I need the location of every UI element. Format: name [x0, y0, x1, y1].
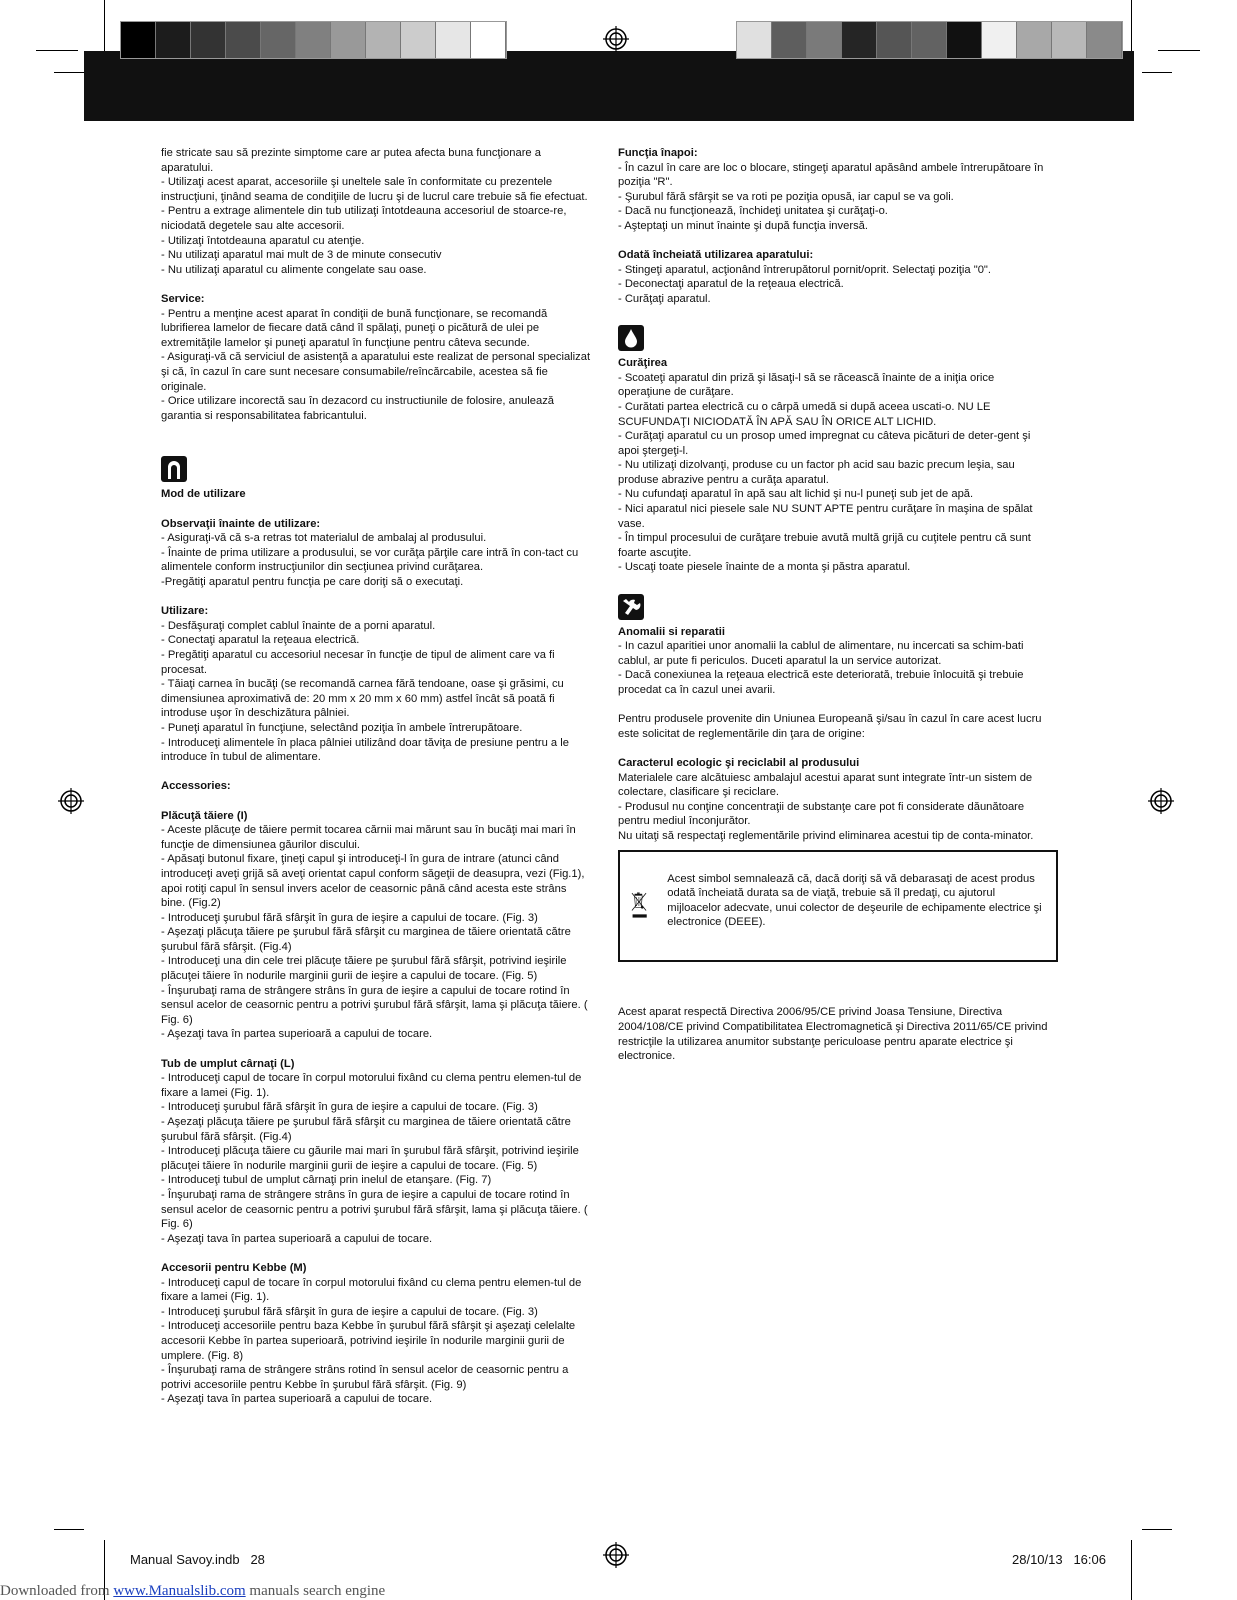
- download-suffix: manuals search engine: [245, 1583, 386, 1599]
- eu-text: Pentru produsele provenite din Uniunea Europeană şi/sau în cazul în care acest lucru este solicitat de reglementările din ţara de origine:: [618, 713, 1042, 740]
- download-banner: [0, 1583, 385, 1600]
- color-swatch: [737, 22, 772, 58]
- left-column: [161, 146, 593, 1407]
- registration-mark-icon: [58, 788, 84, 814]
- download-prefix: Downloaded from: [0, 1583, 114, 1599]
- weee-notice-box: [618, 850, 1058, 962]
- color-swatch: [807, 22, 842, 58]
- color-swatch: [772, 22, 807, 58]
- right-column: [618, 146, 1048, 1064]
- color-swatch: [1087, 22, 1122, 58]
- intro-text: fie stricate sau să prezinte simptome care ar putea afecta buna funcţionare a aparatului. - Utilizaţi acest aparat, accesoriile şi uneltele sale în conformitate cu prezentele instrucţiuni, ţinând seama de condiţiile de lucru şi de lucrul care trebuie să fie efectuat. - Pentru a extrage alimentele din tub utilizaţi întotdeauna accesoriul de stoarce-re, niciodată degetele sau alte accesorii. - Utilizaţi întotdeauna aparatul cu atenţie. - Nu utilizaţi aparatul mai mult de 3 de minute consecutiv - Nu utilizaţi aparatul cu alimente congelate sau oase.: [161, 147, 588, 276]
- color-swatch: [471, 22, 506, 58]
- footer-filename: Manual Savoy.indb 28: [130, 1552, 265, 1567]
- color-swatch: [877, 22, 912, 58]
- color-swatch: [947, 22, 982, 58]
- crop-mark: [1142, 72, 1172, 73]
- manualslib-link[interactable]: www.Manualslib.com: [113, 1583, 246, 1599]
- eco-text: Materialele care alcătuiesc ambalajul acestui aparat sunt integrate într-un sistem de colectare, clasificare şi reciclare. - Produsul nu conţine concentraţii de substanţe care pot fi considerate dăunătoare pentru mediul înconjurător. Nu uitaţi să respectaţi reglementările privind eliminarea acestui tip de conta-minator.: [618, 771, 1034, 842]
- footer-timestamp: 28/10/13 16:06: [1012, 1552, 1106, 1567]
- service-heading: Service:: [161, 292, 205, 305]
- color-swatch: [436, 22, 471, 58]
- color-swatch: [331, 22, 366, 58]
- wrench-icon: [618, 594, 644, 620]
- color-swatch: [1052, 22, 1087, 58]
- crop-mark: [54, 1529, 84, 1530]
- color-swatch: [191, 22, 226, 58]
- crop-mark: [1158, 50, 1200, 51]
- plug-icon: [161, 456, 187, 482]
- color-swatch: [226, 22, 261, 58]
- color-swatch: [366, 22, 401, 58]
- color-swatch: [401, 22, 436, 58]
- color-swatch: [296, 22, 331, 58]
- registration-mark-icon: [1148, 788, 1174, 814]
- crop-mark: [36, 50, 78, 51]
- color-swatch: [982, 22, 1017, 58]
- header-bar: [84, 51, 1134, 121]
- color-swatch: [842, 22, 877, 58]
- pre-use-heading: Observaţii înainte de utilizare:: [161, 517, 321, 530]
- water-drop-icon: [618, 325, 644, 351]
- usage-mode-heading: Mod de utilizare: [161, 488, 246, 501]
- color-swatch: [912, 22, 947, 58]
- reverse-function-text: - În cazul în care are loc o blocare, stingeţi aparatul apăsând ambele întrerupătoare în poziţia "R". - Şurubul fără sfârşit se va roti pe poziţia opusă, iar capul se va goli. - Dacă nu funcţionează, închideţi unitatea şi curăţaţi-o. - Aşteptaţi un minut înainte şi după funcţia inversă.: [618, 161, 1044, 232]
- color-swatch-strip-left: [120, 21, 507, 59]
- registration-mark-icon: [603, 26, 629, 52]
- registration-mark-icon: [603, 1542, 629, 1568]
- color-swatch: [156, 22, 191, 58]
- sausage-tube-text: - Introduceţi capul de tocare în corpul motorului fixând cu clema pentru elemen-tul de fixare a lamei (Fig. 1). - Introduceţi şurubul fără sfârşit în gura de ieşire a capului de tocare. (Fig. 3) - Aşezaţi plăcuţa tăiere pe şurubul fără sfârşit cu marginea de tăiere orientată către şurubul fără sfârşit. (Fig.4) - Introduceţi plăcuţa tăiere cu găurile mai mari în şurubul fără sfârşit, potrivind ieşirile plăcuţei tăiere în nodurile marginii gurii de ieşire a capului de tocare. (Fig. 5) - Introduceţi tubul de umplut cârnaţi prin inelul de etanşare. (Fig. 7) - Înşurubaţi rama de strângere strâns în gura de ieşire a capului de tocare rotind în sensul acelor de ceasornic pentru a potrivi şurubul fără sfârşit, lama şi plăcuţa tăiere. ( Fig. 6) - Aşezaţi tava în partea superioară a capului de tocare.: [161, 1072, 588, 1245]
- accessories-heading: Accessories:: [161, 780, 231, 793]
- color-swatch: [121, 22, 156, 58]
- weee-text: Acest simbol semnalează că, dacă doriţi să vă debarasaţi de acest produs odată încheiată durata sa de viaţă, trebuie să îl predaţi, cu ajutorul mijloacelor adecvate, unui colector de deşeurile de echipamente electrice şi electronice (DEEE).: [667, 872, 1042, 929]
- after-use-heading: Odată încheiată utilizarea aparatului:: [618, 249, 814, 262]
- cutting-plate-text: - Aceste plăcuţe de tăiere permit tocarea cărnii mai mărunt sau în bucăţi mai mari în funcţie de dimensiunea găurilor discului. - Apăsaţi butonul fixare, ţineţi capul şi introduceţi-l în gura de intrare (atunci când introduceţi aveţi grijă să aveţi orientat capul conform săgeţii de deasupra, vezi (Fig.1), apoi rotiţi capul în sensul invers acelor de ceasornic până când acesta este strâns bine. (Fig.2) - Introduceţi şurubul fără sfârşit în gura de ieşire a capului de tocare. (Fig. 3) - Aşezaţi plăcuţa tăiere pe şurubul fără sfârşit cu marginea de tăiere orientată către şurubul fără sfârşit. (Fig.4) - Introduceţi una din cele trei plăcuţe tăiere pe şurubul fără sfârşit, potrivind ieşirile plăcuţei tăiere în nodurile marginii gurii de ieşire a capului de tocare. (Fig. 5) - Înşurubaţi rama de strângere strâns în gura de ieşire a capului de tocare rotind în sensul acelor de ceasornic pentru a potrivi şurubul fără sfârşit, lama şi plăcuţa tăiere. ( Fig. 6) - Aşezaţi tava în partea superioară a capului de tocare.: [161, 824, 588, 1041]
- repairs-heading: Anomalii si reparatii: [618, 625, 725, 638]
- usage-text: - Desfăşuraţi complet cablul înainte de a porni aparatul. - Conectaţi aparatul la reţeaua electrică. - Pregătiţi aparatul cu accesoriul necesar în funcţie de tipul de aliment care va fi procesat. - Tăiaţi carnea în bucăţi (se recomandă carnea fără tendoane, oase şi grăsimi, cu dimensiunea aproximativă de: 20 mm x 20 mm x 60 mm) astfel încât să poată fi introduse uşor în deschizătura pâlniei. - Puneţi aparatul în funcţiune, selectând poziţia în ambele întrerupătoare. - Introduceţi alimentele în placa pâlniei utilizând doar tăviţa de presiune pentru a le introduce în tubul de alimentare.: [161, 619, 569, 764]
- sausage-tube-heading: Tub de umplut cârnaţi (L): [161, 1057, 295, 1070]
- kebbe-heading: Accesorii pentru Kebbe (M): [161, 1261, 307, 1274]
- crossed-bin-icon: [630, 860, 649, 952]
- color-swatch-strip-right: [736, 21, 1123, 59]
- after-use-text: - Stingeţi aparatul, acţionând întrerupătorul pornit/oprit. Selectaţi poziţia "0". - Deconectaţi aparatul de la reţeaua electrică. - Curăţaţi aparatul.: [618, 263, 991, 305]
- service-text: - Pentru a menţine acest aparat în condiţii de bună funcţionare, se recomandă lubrifierea lamelor de fiecare dată când îl spălaţi, puneţi o picătură de ulei pe extremităţile lamelor şi puneţi aparatul în funcţiune pentru câteva secunde. - Asiguraţi-vă că serviciul de asistenţă a aparatului este realizat de personal specializat şi că, în cazul în care sunt necesare consumabile/reîncărcabile, acestea să fie originale. - Orice utilizare incorectă sau în dezacord cu instructiunile de folosire, anulează garantia si responsabilitatea fabricantului.: [161, 307, 591, 422]
- cutting-plate-heading: Plăcuţă tăiere (I): [161, 809, 248, 822]
- crop-mark: [1142, 1529, 1172, 1530]
- color-swatch: [1017, 22, 1052, 58]
- color-swatch: [261, 22, 296, 58]
- cleaning-heading: Curăţirea: [618, 357, 668, 370]
- pre-use-text: - Asiguraţi-vă că s-a retras tot materialul de ambalaj al produsului. - Înainte de prima utilizare a produsului, se vor curăţa părţile care intră în con-tact cu alimentele conform instrucţiunilor din secţiunea privind curăţarea. -Pregătiţi aparatul pentru funcţia pe care doriţi să o executaţi.: [161, 532, 579, 589]
- kebbe-text: - Introduceţi capul de tocare în corpul motorului fixând cu clema pentru elemen-tul de fixare a lamei (Fig. 1). - Introduceţi şurubul fără sfârşit în gura de ieşire a capului de tocare. (Fig. 3) - Introduceţi accesoriile pentru baza Kebbe în şurubul fără sfârşit şi aşezaţi celelalte accesorii Kebbe în partea superioară, potrivind ieşirile în nodurile marginii gurii de umplere. (Fig. 8) - Înşurubaţi rama de strângere strâns rotind în sensul acelor de ceasornic pentru a potrivi accesoriile pentru Kebbe în şurubul fără sfârşit. (Fig. 9) - Aşezaţi tava în partea superioară a capului de tocare.: [161, 1276, 582, 1406]
- crop-mark: [54, 72, 84, 73]
- repairs-text: - In cazul aparitiei unor anomalii la cablul de alimentare, nu incercati sa schim-bati cablul, ar pute fi periculos. Duceti aparatul la un service autorizat. - Dacă conexiunea la reţeaua electrică este deteriorată, trebuie înlocuită şi trebuie procedat ca în cazul unei avarii.: [618, 640, 1024, 696]
- crop-mark: [1131, 1540, 1132, 1600]
- reverse-function-heading: Funcţia înapoi:: [618, 147, 698, 159]
- cleaning-text: - Scoateţi aparatul din priză şi lăsaţi-l să se răcească înainte de a iniţia orice operaţiune de curăţare. - Curătati partea electrică cu o cârpă umedă si după aceea uscati-o. NU LE SCUFUNDAŢI NICIODATĂ ÎN APĂ SAU ÎN ORICE ALT LICHID. - Curăţaţi aparatul cu un prosop umed impregnat cu câteva picături de deter-gent şi apoi ştergeţi-l. - Nu utilizaţi dizolvanţi, produse cu un factor ph acid sau bazic precum leşia, sau produse abrazive pentru a curăţa aparatul. - Nu cufundaţi aparatul în apă sau alt lichid şi nu-l puneţi sub jet de apă. - Nici aparatul nici piesele sale NU SUNT APTE pentru curăţare în maşina de spălat vase. - În timpul procesului de curăţare trebuie avută multă grijă cu cuţitele pentru că sunt foarte ascuţite. - Uscaţi toate piesele înainte de a monta şi păstra aparatul.: [618, 371, 1033, 574]
- directive-text: Acest aparat respectă Directiva 2006/95/CE privind Joasa Tensiune, Directiva 2004/108/CE privind Compatibilitatea Electromagnetică şi Directiva 2011/65/CE privind restricţile la utilizarea anumitor substanţe periculoase pentru aparate electrice şi electronice.: [618, 1006, 1048, 1063]
- usage-heading: Utilizare:: [161, 605, 209, 618]
- eco-heading: Caracterul ecologic şi reciclabil al produsului: [618, 756, 860, 769]
